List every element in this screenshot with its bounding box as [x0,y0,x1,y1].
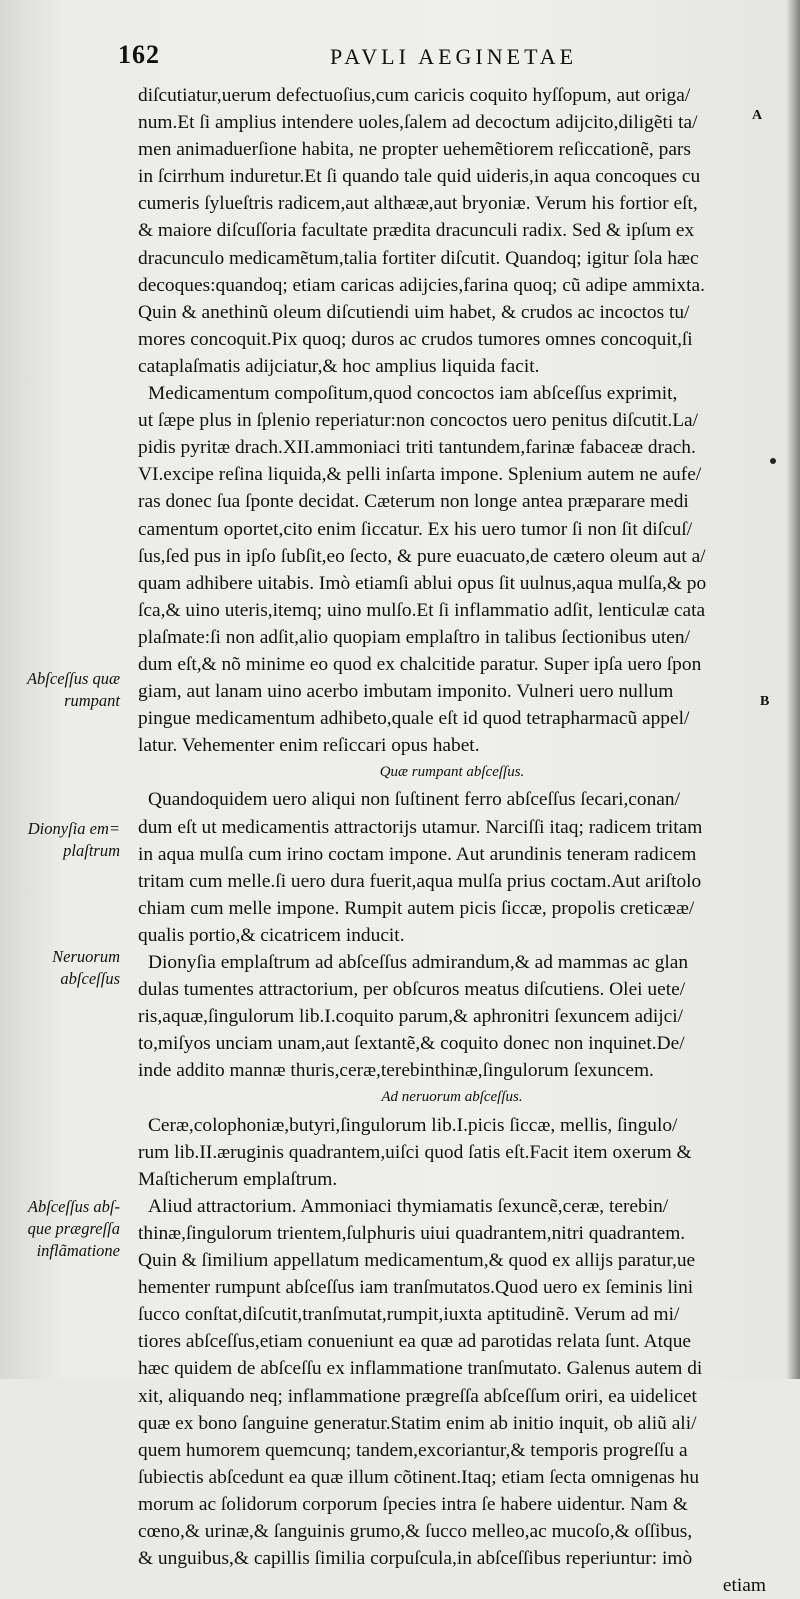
page-gutter-shadow [786,0,800,1379]
text-line: num.Et ſi amplius intendere uoles,ſalem ad decoctum adijcito,diligẽti ta/ [138,112,698,134]
text-line: latur. Vehementer enim reſiccari opus habet. [138,735,480,757]
text-line: pingue medicamentum adhibeto,quale eſt id quod tetrapharmacũ appel/ [138,708,690,730]
margin-note-line: rumpant [64,691,120,710]
text-line: in ſcirrhum induretur.Et ſi quando tale quid uideris,in aqua concoques cu [138,166,701,188]
margin-note-line: que prægreſſa [27,1219,120,1238]
margin-note-absque [12,1196,120,1262]
text-line: dracunculo medicamẽtum,talia fortiter diſcutit. Quandoq; igitur ſola hæc [138,247,699,269]
text-line: inde addito mannæ thuris,ceræ,terebinthinæ,ſingulorum ſexuncem. [138,1060,654,1082]
text-line: Medicamentum compoſitum,quod concoctos iam abſceſſus exprimit, [148,383,678,405]
text-line: diſcutiatur,uerum defectuoſius,cum caricis coquito hyſſopum, aut origa/ [138,85,691,106]
text-line: & maiore diſcuſſoria facultate prædita dracunculi radix. Sed & ipſum ex [138,220,695,242]
text-line: plaſmate:ſi non adſit,alio quopiam emplaſtro in talibus ſectionibus uten/ [138,626,690,648]
text-line: Aliud attractorium. Ammoniaci thymiamatis ſexuncẽ,ceræ, terebin/ [148,1195,669,1217]
text-line: to,miſyos unciam unam,aut ſextantẽ,& coquito donec non inquinet.De/ [138,1033,685,1055]
margin-letter-a: A [752,108,763,123]
text-line: dulas tumentes attractorium, per obſcuros meatus diſcutiens. Olei uete/ [138,979,686,1001]
text-line: camentum oportet,cito enim ſiccatur. Ex his uero tumor ſi non ſit diſcuſ/ [138,518,693,540]
text-line: giam, aut lanam uino acerbo imbutam imponito. Vulneri uero nullum [138,681,674,703]
text-line: ras donec ſua ſponte decidat. Cæterum non longe antea præparare medi [138,491,689,513]
margin-note-rumpant [12,668,120,712]
text-line: mores concoquit.Pix quoq; duros ac crudos tumores omnes concoquit,ſi [138,328,693,350]
text-line: rum lib.II.æruginis quadrantem,uiſci quod ſatis eſt.Facit item oxerum & [138,1141,692,1163]
text-line: tiores abſceſſus,etiam conueniunt ea quæ ad parotidas relata ſunt. Atque [138,1331,692,1353]
margin-letter-b: B [760,694,770,709]
margin-note-dionysia [12,818,120,862]
text-line: quam adhibere uitabis. Imò etiamſi ablui opus ſit uulnus,aqua mulſa,& po [138,572,707,594]
text-line: cumeris ſylueſtris radicem,aut althææ,aut bryoniæ. Verum his fortior eſt, [138,193,698,215]
text-line: VI.excipe reſina liquida,& pelli inſarta impone. Splenium autem ne aufe/ [138,464,702,486]
margin-note-line: Neruorum [52,947,120,966]
text-line: Maſticherum emplaſtrum. [138,1168,338,1190]
margin-dot [770,458,776,464]
text-line: xit, aliquando neq; inflammatione prægreſſa abſceſſum oriri, ea uidelicet [138,1385,697,1407]
text-line: Ceræ,colophoniæ,butyri,ſingulorum lib.I.picis ſiccæ, mellis, ſingulo/ [148,1114,678,1136]
margin-note-line: Abſceſſus quæ [26,669,120,688]
running-head: PAVLI AEGINETAE [330,44,578,69]
text-line: in aqua mulſa cum irino coctam impone. Aut arundinis teneram radicem [138,843,697,865]
text-line: ris,aquæ,ſingulorum lib.I.coquito parum,& aphronitri ſexuncem adijci/ [138,1006,683,1028]
margin-note-neruorum [12,946,120,990]
text-line: thinæ,ſingulorum trientem,ſulphuris uiui quadrantem,nitri quadrantem. [138,1222,686,1244]
margin-note-line: Dionyſia em= [27,819,120,838]
text-line: hementer rumpunt abſceſſus iam tranſmutatos.Quod uero ex ſeminis lini [138,1277,694,1299]
margin-note-line: Abſceſſus abſ- [27,1197,120,1216]
text-line: ſca,& uino uteris,itemq; uino mulſo.Et ſi inflammatio adſit, lenticulæ cata [138,599,706,621]
text-line: cataplaſmatis adijciatur,& hoc amplius liquida facit. [138,355,540,377]
subhead-neruorum: Ad neruorum abſceſſus. [381,1089,523,1106]
text-line: Quin & ſimilium appellatum medicamentum,& quod ex allijs paratur,ue [138,1250,696,1272]
text-line: men animaduerſione habita, ne propter uehemẽtiorem reſiccationẽ, pars [138,139,691,161]
text-line: ſucco conſtat,diſcutit,tranſmutat,rumpit,iuxta aptitudinẽ. Verum ad mi/ [138,1304,680,1326]
text-line: Quandoquidem uero aliqui non ſuſtinent ferro abſceſſus ſecari,conan/ [148,789,680,811]
folio-number: 162 [118,40,160,69]
text-line: qualis portio,& cicatricem inducit. [138,924,405,946]
text-line: Dionyſia emplaſtrum ad abſceſſus admirandum,& ad mammas ac glan [148,952,689,973]
text-line: decoques:quandoq; etiam caricas adijcies,farina quoq; cũ adipe ammixta. [138,274,705,296]
text-line: morum ac ſolidorum corporum ſpecies intra ſe habere uidentur. Nam & [138,1493,688,1515]
text-line: ſubiectis abſcedunt ea quæ illum cõtinent.Itaq; etiam ſecta omnigenas hu [138,1466,700,1488]
margin-note-line: abſceſſus [60,969,120,988]
margin-note-line: inflãmatione [36,1241,120,1260]
text-line: & unguibus,& capillis ſimilia corpuſcula,in abſceſſibus reperiuntur: imò [138,1548,693,1570]
text-line: chiam cum melle impone. Rumpit autem picis ſiccæ, propolis creticææ/ [138,897,695,919]
text-line: quæ ex bono ſanguine generatur.Statim enim ab initio inquit, ob aliũ ali/ [138,1412,697,1434]
text-line: hæc quidem de abſceſſu ex inflammatione tranſmutato. Galenus autem di [138,1358,703,1380]
catchword: etiam [722,1575,766,1597]
text-line: pidis pyritæ drach.XII.ammoniaci triti tantundem,farinæ fabaceæ drach. [138,437,696,459]
margin-note-line: plaſtrum [63,841,120,860]
page-header [118,40,758,80]
text-line: ſus,ſed pus in ipſo ſubſit,eo ſecto, & pure euacuato,de cætero oleum aut a/ [138,545,706,567]
text-line: ut ſæpe plus in ſplenio reperiatur:non concoctos uero penitus diſcutit.La/ [138,410,699,432]
text-line: tritam cum melle.ſi uero dura fuerit,aqua mulſa prius coctam.Aut ariſtolo [138,870,702,892]
text-line: quem humorem quemcunq; tandem,excoriantur,& temporis progreſſu a [138,1439,688,1461]
text-line: cœno,& urinæ,& ſanguinis grumo,& ſucco melleo,ac mucoſo,& oſſibus, [138,1520,693,1542]
text-line: Quin & anethinũ oleum diſcutiendi uim habet, & crudos ac incoctos tu/ [138,301,690,323]
text-line: dum eſt,& nõ minime eo quod ex chalcitide paratur. Super ipſa uero ſpon [138,653,702,675]
subhead-rumpant: Quæ rumpant abſceſſus. [379,764,525,781]
body-text [138,82,766,1599]
text-line: dum eſt ut medicamentis attractorijs utamur. Narciſſi itaq; radicem tritam [138,816,703,838]
